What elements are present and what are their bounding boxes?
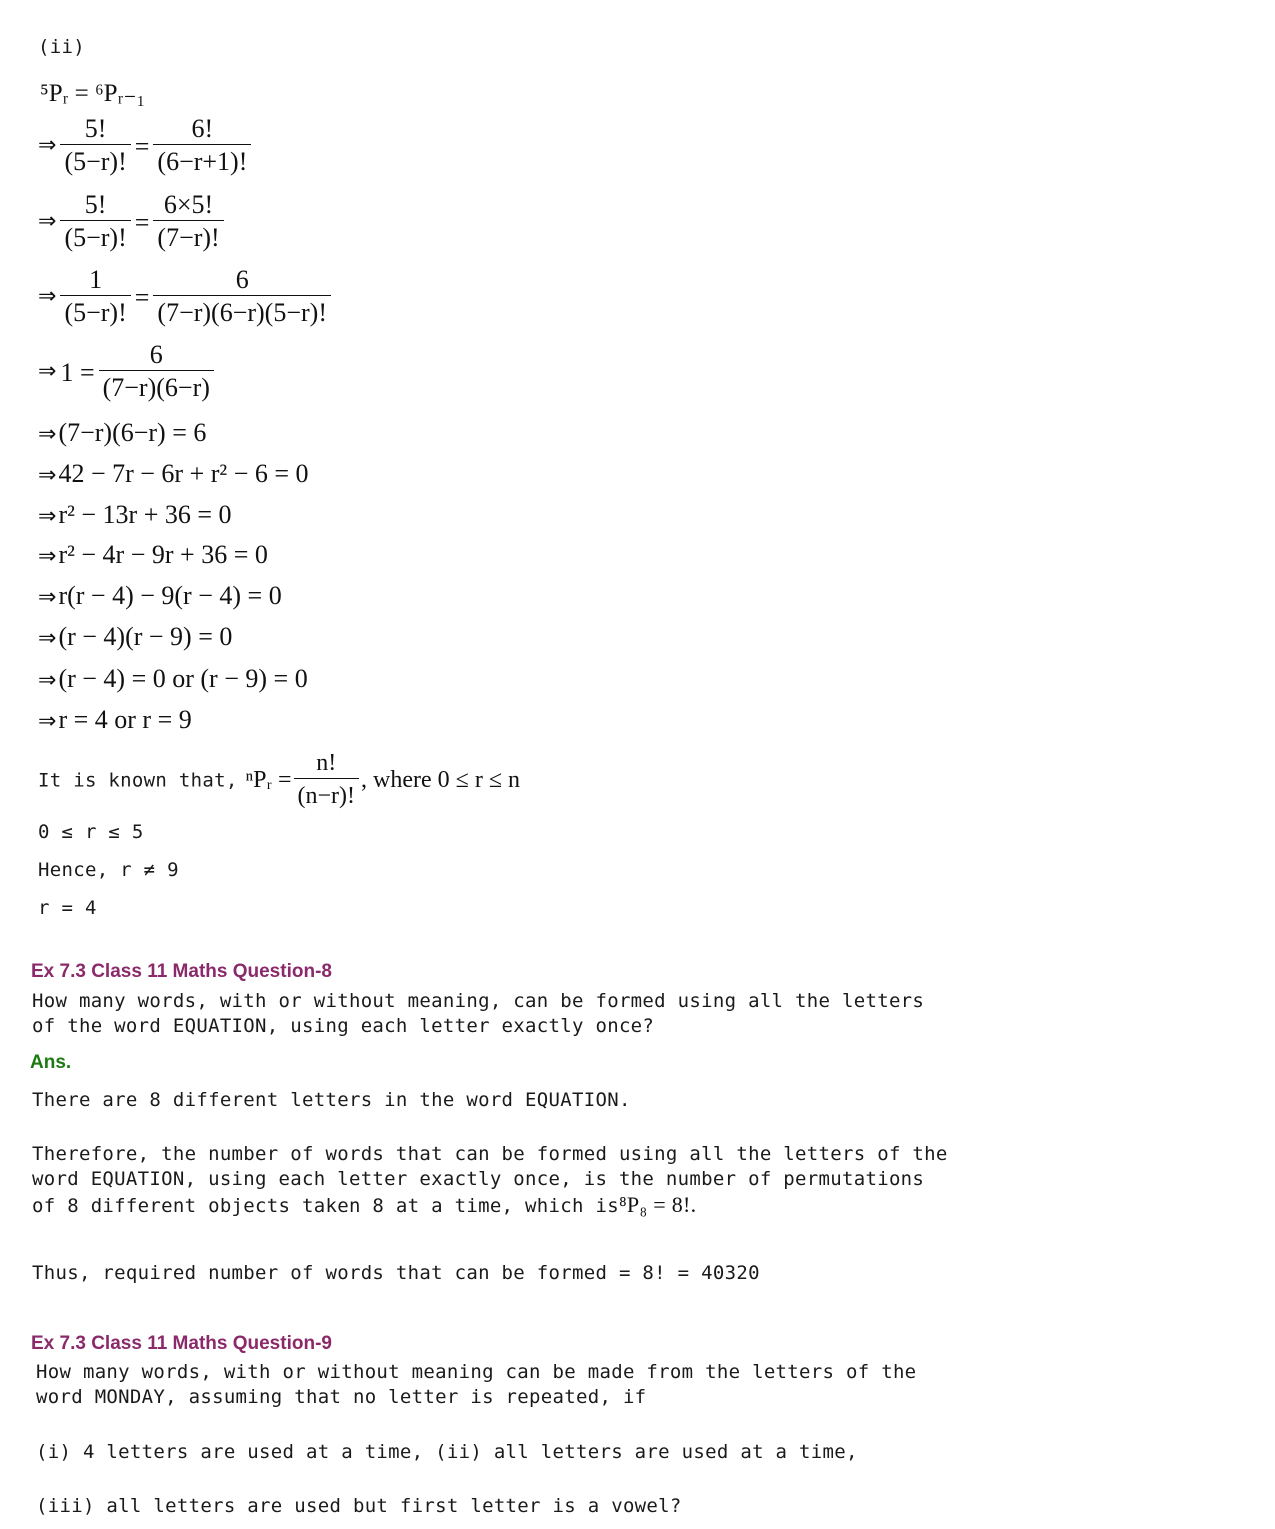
equation-step-7: [38, 500, 232, 530]
equation-step-9: [38, 581, 282, 611]
fraction-numerator: n!: [316, 750, 337, 776]
implies-arrow: ⇒: [38, 626, 57, 651]
implies-arrow: ⇒: [38, 422, 57, 447]
equation-step-6: [38, 459, 309, 489]
question-8-text: How many words, with or without meaning, can be formed using all the letters of the word EQUATION, using each letter exactly once?: [32, 990, 925, 1037]
answer-8-paragraph-1: There are 8 different letters in the word EQUATION.: [32, 1089, 631, 1111]
equation-step-2: ⇒ $\frac{5!}{(5-r)!}$ = $\frac{6\times 5!}{(7-r)!}$: [38, 190, 226, 255]
equation-step-3: ⇒ $\frac{1}{(5-r)!}$ = $\frac{6}{(7-r)(6-r)(5-r)!}$: [38, 265, 333, 330]
equation-step-12: [38, 705, 192, 735]
implies-arrow: ⇒: [38, 284, 57, 310]
range-text: 0 ≤ r ≤ 5: [38, 821, 144, 843]
question-9-title: Ex 7.3 Class 11 Maths Question-9: [31, 1333, 332, 1354]
fraction-denominator: (6−r+1)!: [153, 144, 251, 179]
implies-arrow: ⇒: [38, 133, 57, 159]
implies-arrow: ⇒: [38, 709, 57, 734]
fraction-numerator: 1: [89, 265, 103, 294]
implies-arrow: ⇒: [38, 359, 57, 385]
equation-given: ⁵Pᵣ = ⁶Pᵣ₋₁: [40, 80, 146, 107]
equation-lhs: 1 =: [60, 357, 95, 387]
answer-8-text: Therefore, the number of words that can be formed using all the letters of the word EQUATION, using each letter exactly once, is the number of permutations of 8 different objects taken 8 at a time, which is: [32, 1143, 948, 1217]
question-9-part-iii: (iii) all letters are used but first letter is a vowel?: [36, 1495, 682, 1517]
question-9-parts-i-ii: (i) 4 letters are used at a time, (ii) all letters are used at a time,: [36, 1441, 858, 1463]
fraction-numerator: 6: [235, 265, 249, 294]
answer-8-paragraph-3: Thus, required number of words that can be formed = 8! = 40320: [32, 1262, 760, 1284]
hence-text: Hence, r ≠ 9: [38, 859, 179, 881]
fraction-numerator: 6!: [191, 114, 214, 143]
known-lhs: ⁿPᵣ =: [245, 767, 292, 793]
fraction-denominator: (5−r)!: [60, 295, 130, 330]
question-9-text: How many words, with or without meaning can be made from the letters of the word MONDAY, assuming that no letter is repeated, if: [36, 1361, 917, 1408]
implies-arrow: ⇒: [38, 585, 57, 610]
implies-arrow: ⇒: [38, 668, 57, 693]
equation-text: 42 − 7r − 6r + r² − 6 = 0: [58, 459, 309, 488]
fraction-numerator: 6×5!: [163, 190, 214, 219]
equation-text: (r − 4) = 0 or (r − 9) = 0: [58, 664, 308, 693]
equation-step-10: [38, 622, 232, 652]
fraction-denominator: (7−r)(6−r): [99, 370, 214, 405]
fraction-numerator: 6: [149, 340, 163, 369]
question-8-title: Ex 7.3 Class 11 Maths Question-8: [31, 961, 332, 982]
permutation-formula: ⁸P₈ = 8!.: [618, 1192, 697, 1217]
equation-text: (7−r)(6−r) = 6: [58, 418, 207, 447]
fraction-denominator: (n−r)!: [294, 778, 360, 813]
answer-label: Ans.: [30, 1052, 72, 1073]
fraction-denominator: (5−r)!: [60, 144, 130, 179]
part-label: (ii): [38, 36, 85, 58]
equation-step-11: [38, 664, 308, 694]
fraction-denominator: (7−r)!: [153, 220, 223, 255]
equation-text: r² − 13r + 36 = 0: [58, 500, 232, 529]
equation-text: (r − 4)(r − 9) = 0: [58, 622, 233, 651]
implies-arrow: ⇒: [38, 504, 57, 529]
fraction-numerator: 5!: [84, 190, 107, 219]
equation-text: r(r − 4) − 9(r − 4) = 0: [58, 581, 282, 610]
fraction-denominator: (5−r)!: [60, 220, 130, 255]
r-value-text: r = 4: [38, 897, 97, 919]
known-prefix: It is known that,: [38, 769, 238, 792]
implies-arrow: ⇒: [38, 209, 57, 235]
known-suffix: , where 0 ≤ r ≤ n: [361, 767, 520, 793]
implies-arrow: ⇒: [38, 463, 57, 488]
equation-step-4: [38, 340, 216, 405]
equation-step-8: [38, 540, 268, 570]
equation-text: r = 4 or r = 9: [58, 705, 192, 734]
equation-step-5: [38, 418, 206, 448]
known-formula-line: [38, 748, 520, 813]
fraction-denominator: (7−r)(6−r)(5−r)!: [153, 295, 331, 330]
equation-text: r² − 4r − 9r + 36 = 0: [58, 540, 268, 569]
answer-8-paragraph-2: [32, 1142, 952, 1219]
fraction-numerator: 5!: [84, 114, 107, 143]
implies-arrow: ⇒: [38, 544, 57, 569]
equation-step-1: ⇒ $\frac{5!}{(5-r)!}$ = $\frac{6!}{(6-r+1)!}$: [38, 114, 253, 179]
